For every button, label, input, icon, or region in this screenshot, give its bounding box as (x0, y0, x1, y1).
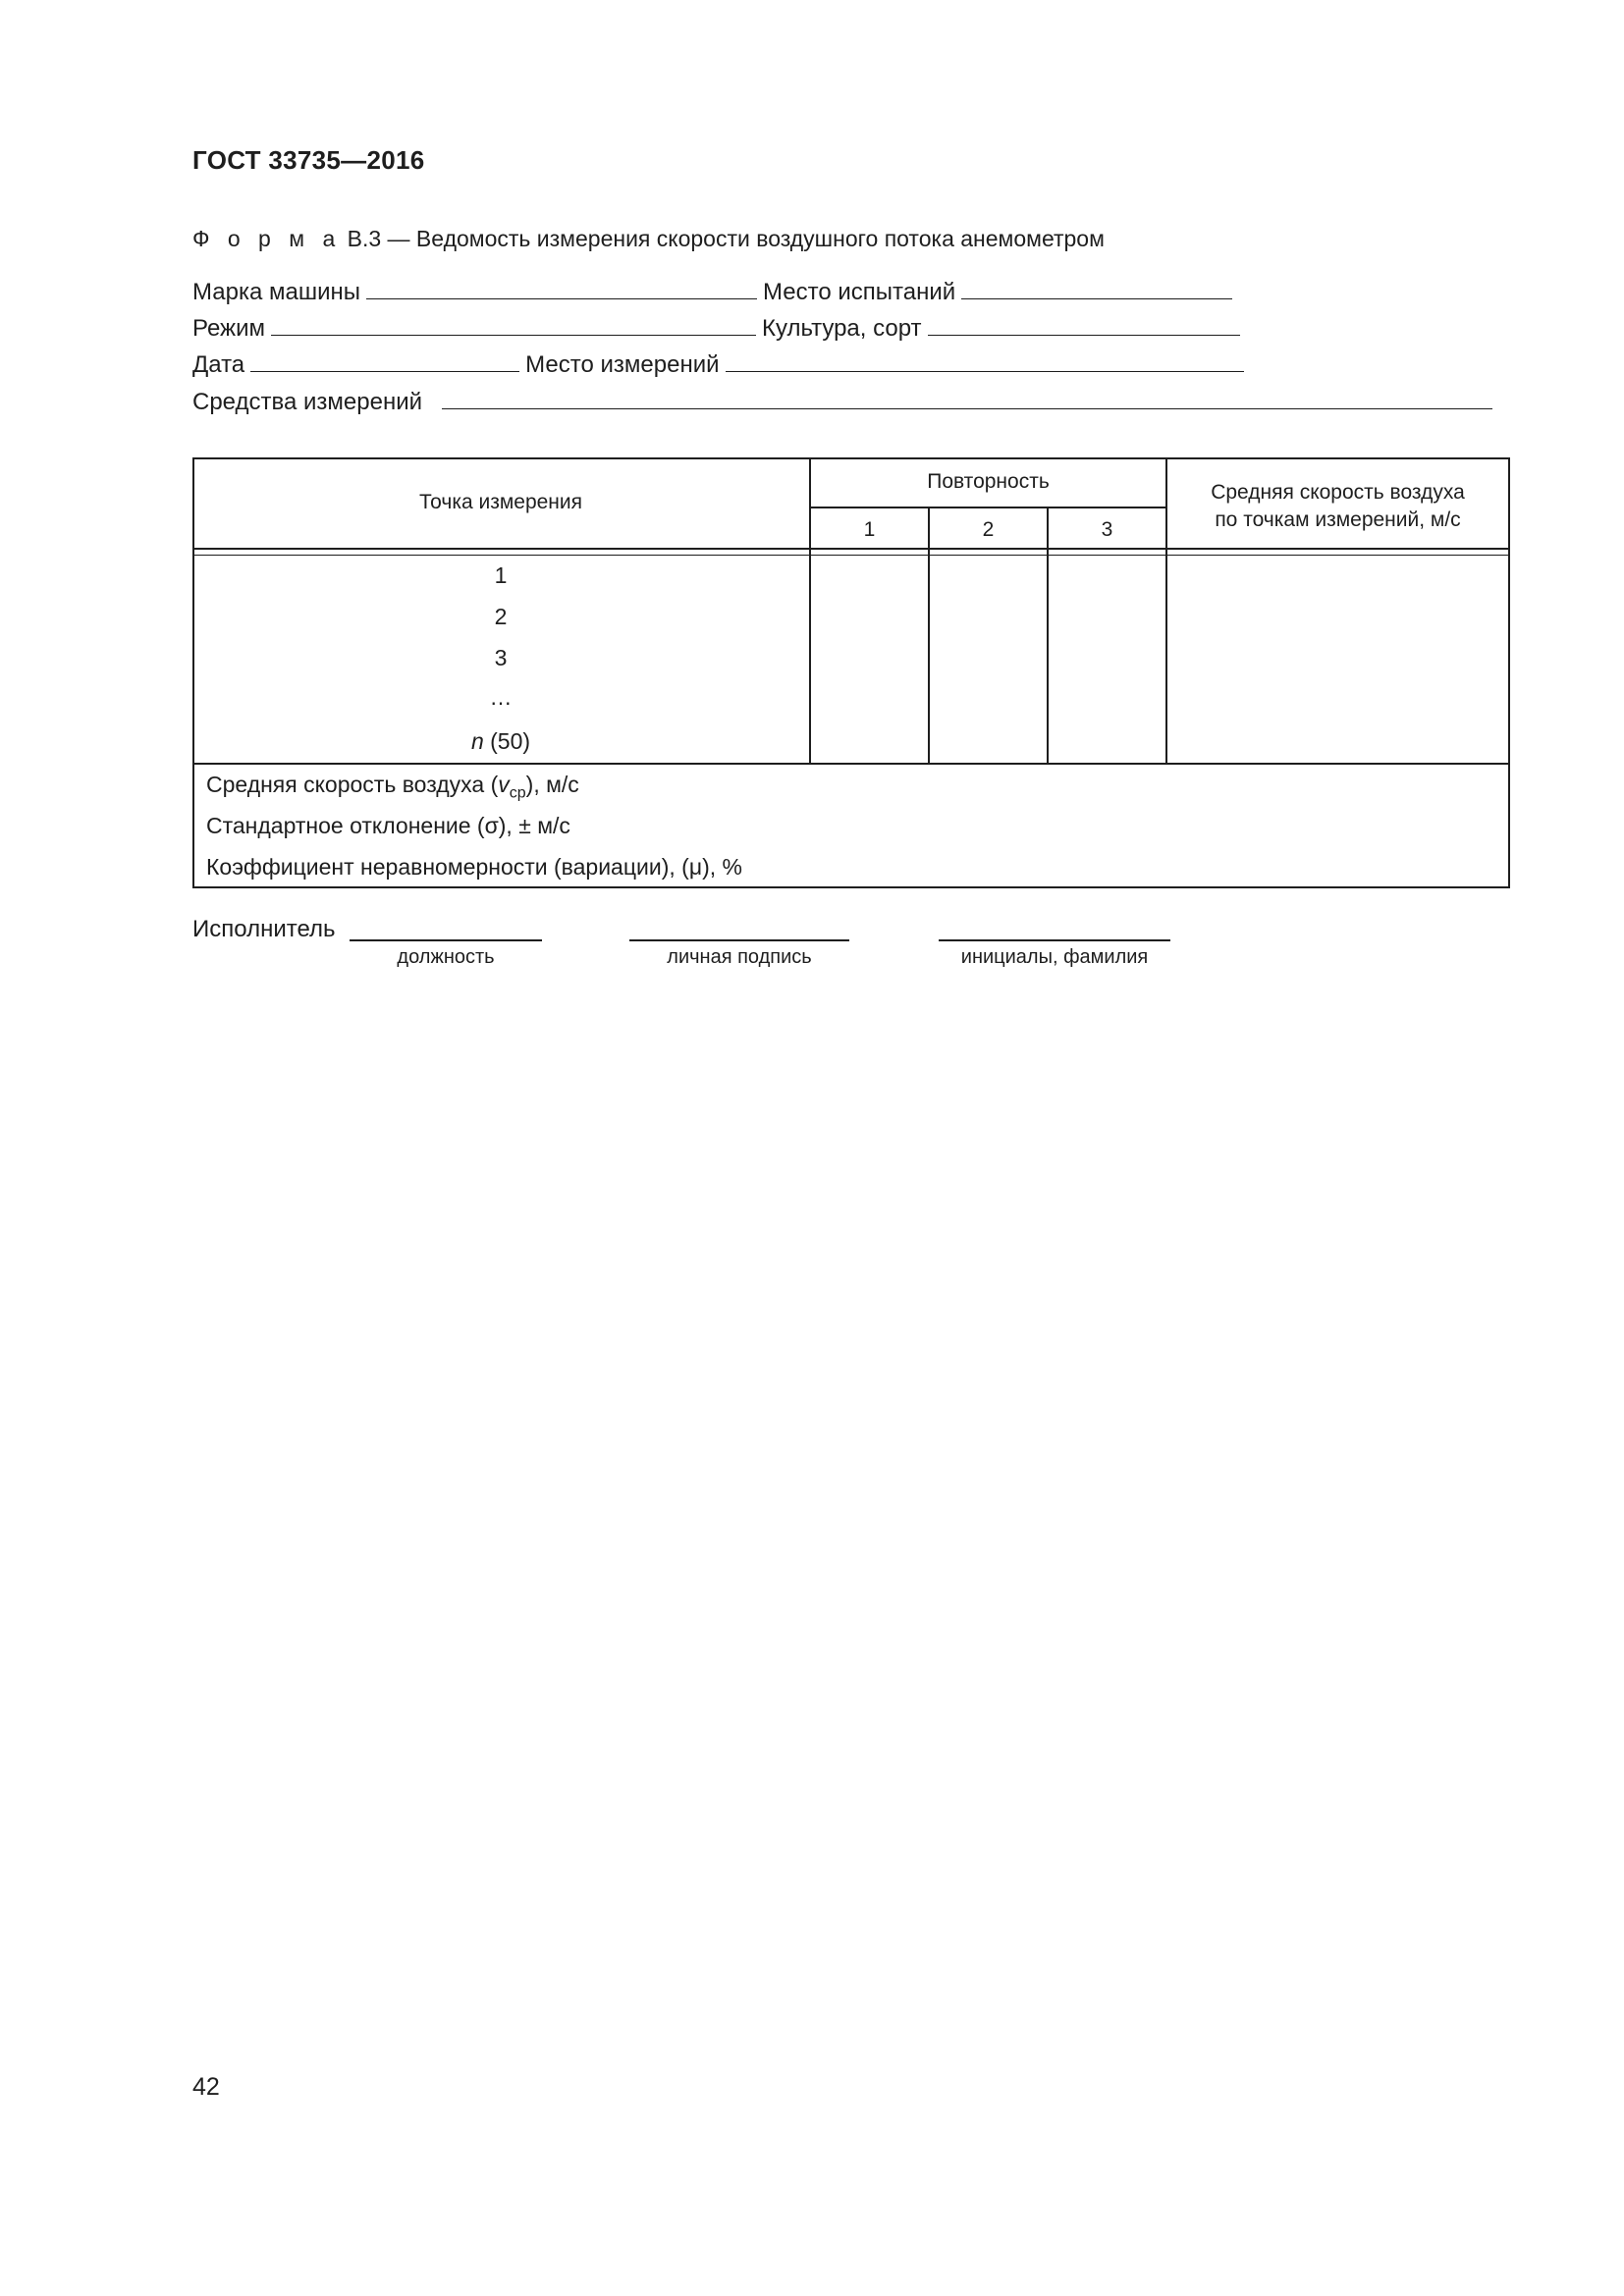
footer-avg-speed-sub: ср (509, 784, 526, 802)
header-rule-1 (192, 548, 1510, 550)
standard-code: ГОСТ 33735—2016 (192, 145, 425, 175)
field-test-site-blank[interactable] (961, 275, 1232, 299)
col-divider-3 (1047, 507, 1049, 765)
field-row-machine (192, 275, 1238, 306)
row-point-n (192, 728, 809, 755)
signature-label: Исполнитель (192, 916, 336, 942)
table-border-top (192, 457, 1510, 459)
field-machine-brand-label: Марка машины (192, 279, 361, 305)
form-number: В.3 (347, 226, 382, 251)
field-measurement-site-blank[interactable] (726, 347, 1244, 372)
repeat-subheader-rule (809, 507, 1167, 508)
measurement-table (192, 457, 1510, 888)
col-divider-1 (809, 457, 811, 765)
col-header-average-line2: по точкам измерений, м/с (1215, 508, 1461, 531)
footer-avg-speed-prefix: Средняя скорость воздуха ( (206, 772, 499, 797)
col-header-repeat-1: 1 (863, 518, 876, 541)
row-point-1: 1 (494, 562, 508, 588)
signature-sign-caption: личная подпись (667, 946, 812, 968)
footer-avg-speed-suffix: ), м/с (525, 772, 579, 797)
footer-avg-speed (206, 772, 579, 803)
form-title-text: — Ведомость измерения скорости воздушного потока анемометром (387, 226, 1105, 251)
row-point-ellipsis: … (489, 684, 513, 710)
field-mode-blank[interactable] (271, 311, 756, 336)
header-rule-2 (192, 555, 1510, 556)
col-header-repeat-2: 2 (982, 518, 995, 541)
page-number: 42 (192, 2073, 220, 2101)
form-title (192, 226, 1105, 252)
form-label: Ф о р м а (192, 226, 342, 251)
field-crop-label: Культура, сорт (762, 315, 922, 342)
footer-coef: Коэффициент неравномерности (вариации), (μ), % (206, 854, 742, 880)
table-border-right (1508, 457, 1510, 888)
row-point-n-value: (50) (490, 728, 531, 754)
col-header-average-line1: Средняя скорость воздуха (1211, 481, 1465, 504)
field-machine-brand-blank[interactable] (366, 275, 757, 299)
field-mode-label: Режим (192, 315, 265, 342)
field-date-label: Дата (192, 351, 245, 378)
body-footer-rule (192, 763, 1510, 765)
field-test-site-label: Место испытаний (763, 279, 956, 305)
field-row-date (192, 347, 1250, 379)
footer-avg-speed-var: v (498, 772, 510, 797)
field-crop-blank[interactable] (928, 311, 1240, 336)
col-divider-2 (928, 507, 930, 765)
col-header-average (1167, 479, 1508, 534)
field-row-instruments (192, 385, 1498, 416)
table-border-bottom (192, 886, 1510, 888)
field-date-blank[interactable] (250, 347, 519, 372)
table-border-left (192, 457, 194, 888)
field-instruments-label: Средства измерений (192, 389, 423, 415)
field-measurement-site-label: Место измерений (525, 351, 720, 378)
field-instruments-blank[interactable] (442, 385, 1492, 409)
col-header-repeat-3: 3 (1101, 518, 1113, 541)
footer-std-dev: Стандартное отклонение (σ), ± м/с (206, 813, 570, 838)
col-header-repeat: Повторность (927, 470, 1050, 493)
row-point-3: 3 (494, 645, 508, 670)
signature-position-line[interactable] (350, 939, 542, 941)
signature-position-caption: должность (397, 946, 495, 968)
signature-name-caption: инициалы, фамилия (960, 946, 1149, 968)
field-row-mode (192, 311, 1246, 343)
signature-sign-line[interactable] (629, 939, 849, 941)
signature-name-line[interactable] (939, 939, 1170, 941)
row-point-2: 2 (494, 604, 508, 629)
col-header-point: Точка измерения (418, 491, 583, 513)
row-point-n-italic: n (470, 728, 484, 754)
